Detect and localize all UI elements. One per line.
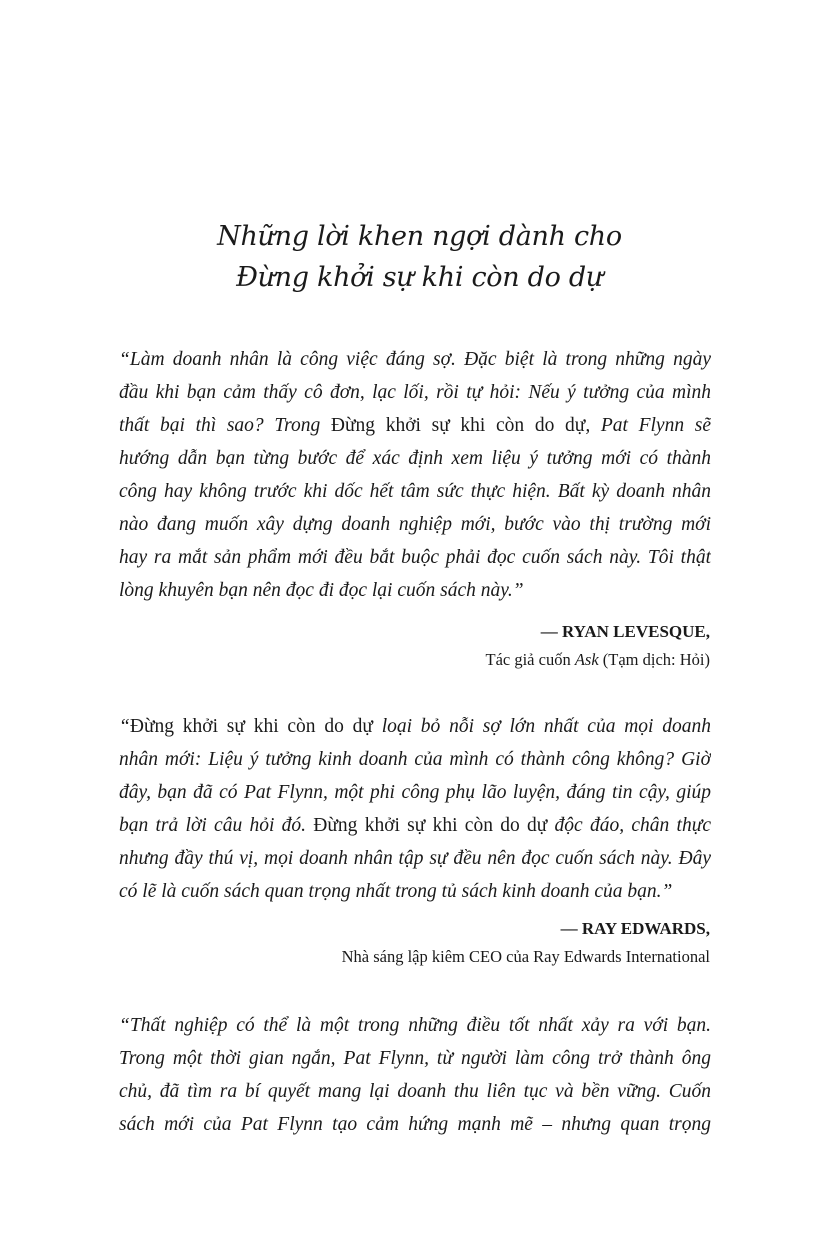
quote-text-run: nhân mới: Liệu ý tưởng kinh doanh của mình có thành công không? Giờ <box>119 749 711 770</box>
quote-text-run: , Pat Flynn sẽ <box>585 415 711 436</box>
title-line-2: Đừng khởi sự khi còn do dự <box>236 262 603 293</box>
testimonial-author-1: — RYAN LEVESQUE, <box>540 622 710 641</box>
testimonial-author-role-1 <box>485 649 710 671</box>
testimonial-author-role-2 <box>342 946 710 968</box>
quote-text-run: Trong một thời gian ngắn, Pat Flynn, từ người làm công trở thành ông <box>119 1048 711 1069</box>
quote-text-run: hay ra mắt sản phẩm mới đều bắt buộc phải đọc cuốn sách này. Tôi thật <box>119 547 711 568</box>
title-line-1: Những lời khen ngợi dành cho <box>217 221 622 252</box>
quote-line <box>119 710 711 743</box>
quote-text-run: công hay không trước khi dốc hết tâm sức thực hiện. Bất kỳ doanh nhân <box>119 481 711 502</box>
testimonial-author-2: — RAY EDWARDS, <box>560 919 710 938</box>
quote-text-run: độc đáo, chân thực <box>547 815 711 836</box>
quote-text-run: chủ, đã tìm ra bí quyết mang lại doanh thu liên tục và bền vững. Cuốn <box>119 1081 711 1102</box>
quote-line <box>119 574 711 607</box>
author-role-text-run: Tác giả cuốn <box>485 650 575 669</box>
testimonial-quote-3 <box>119 1009 711 1141</box>
quote-text-run: “ <box>119 716 130 737</box>
quote-line <box>119 1042 711 1075</box>
quote-line <box>119 376 711 409</box>
quote-line <box>119 508 711 541</box>
quote-line <box>119 1009 711 1042</box>
quote-text-run: Đừng khởi sự khi còn do dự <box>129 716 373 737</box>
quote-line <box>119 475 711 508</box>
quote-text-run: Đừng khởi sự khi còn do dự <box>313 815 548 836</box>
quote-text-run: nào đang muốn xây dựng doanh nghiệp mới, bước vào thị trường mới <box>119 514 711 535</box>
quote-text-run: thất bại thì sao? Trong <box>119 415 331 436</box>
quote-line <box>119 875 711 908</box>
quote-text-run: nhưng đầy thú vị, mọi doanh nhân tập sự đều nên đọc cuốn sách này. Đây <box>119 848 711 869</box>
author-role-text-run: Nhà sáng lập kiêm CEO của Ray Edwards International <box>341 947 710 966</box>
quote-line <box>119 409 711 442</box>
quote-text-run: đây, bạn đã có Pat Flynn, một phi công phụ lão luyện, đáng tin cậy, giúp <box>119 782 711 803</box>
quote-text-run: loại bỏ nỗi sợ lớn nhất của mọi doanh <box>372 716 711 737</box>
quote-line <box>119 541 711 574</box>
quote-text-run: đầu khi bạn cảm thấy cô đơn, lạc lối, rồi tự hỏi: Nếu ý tưởng của mình <box>119 382 711 403</box>
quote-text-run: bạn trả lời câu hỏi đó. <box>119 815 314 836</box>
quote-text-run: có lẽ là cuốn sách quan trọng nhất trong tủ sách kinh doanh của bạn.” <box>119 881 673 902</box>
quote-line <box>119 1108 711 1141</box>
quote-text-run: “Thất nghiệp có thể là một trong những điều tốt nhất xảy ra với bạn. <box>119 1015 711 1036</box>
quote-line <box>119 343 711 376</box>
quote-line <box>119 809 711 842</box>
quote-text-run: lòng khuyên bạn nên đọc đi đọc lại cuốn sách này.” <box>119 580 524 601</box>
page-title <box>0 216 839 298</box>
quote-text-run: Đừng khởi sự khi còn do dự <box>330 415 586 436</box>
quote-line <box>119 743 711 776</box>
testimonial-quote-2 <box>119 710 711 908</box>
quote-line <box>119 776 711 809</box>
quote-line <box>119 842 711 875</box>
quote-text-run: hướng dẫn bạn từng bước để xác định xem liệu ý tưởng mới có thành <box>119 448 711 469</box>
author-role-text-run: Ask <box>574 650 599 669</box>
testimonial-quote-1 <box>119 343 711 607</box>
quote-line <box>119 1075 711 1108</box>
author-role-text-run: (Tạm dịch: Hỏi) <box>598 650 710 669</box>
quote-text-run: “Làm doanh nhân là công việc đáng sợ. Đặc biệt là trong những ngày <box>119 349 711 370</box>
quote-text-run: sách mới của Pat Flynn tạo cảm hứng mạnh mẽ – nhưng quan trọng <box>119 1114 711 1135</box>
quote-line <box>119 442 711 475</box>
